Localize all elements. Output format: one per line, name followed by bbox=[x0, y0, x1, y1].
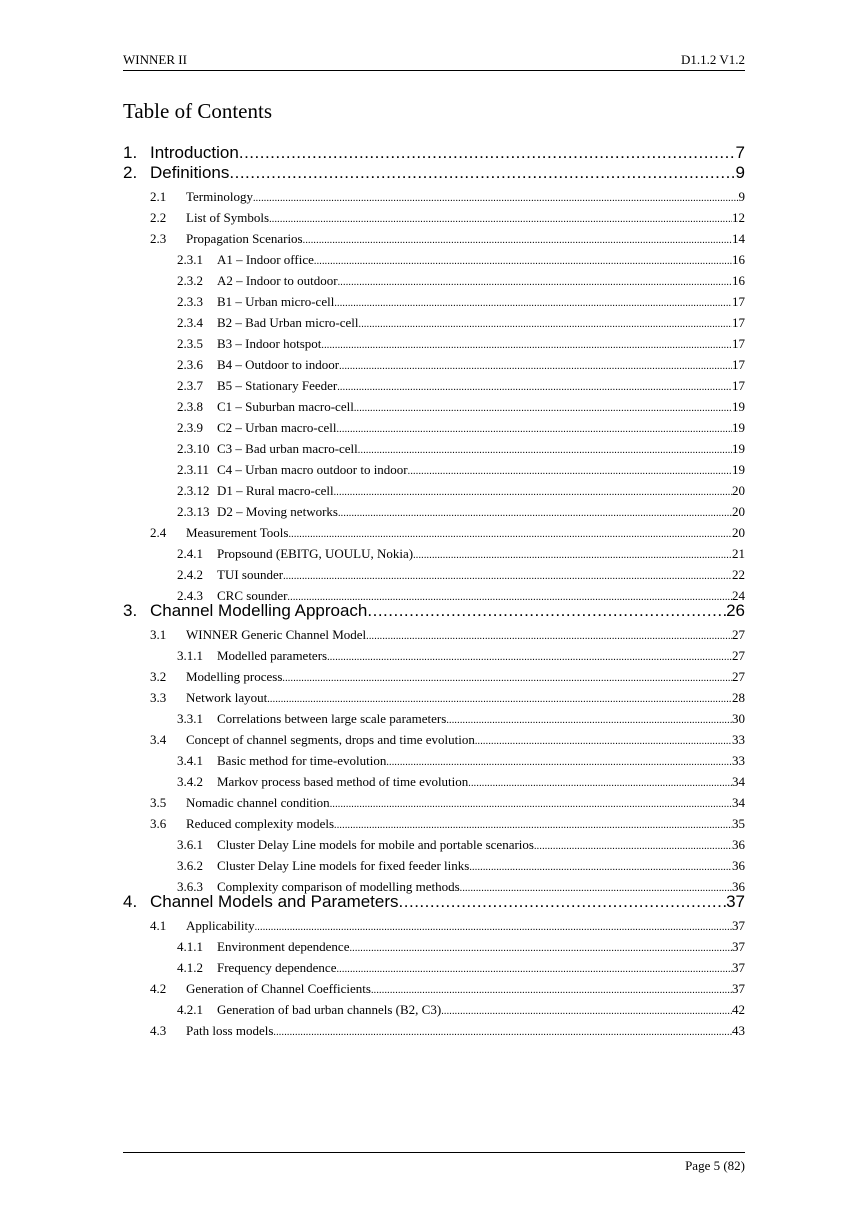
toc-entry-title: Cluster Delay Line models for mobile and portable scenarios bbox=[217, 837, 534, 852]
toc-entry-number: 4.2.1 bbox=[177, 1002, 203, 1017]
toc-entry-page: 30 bbox=[732, 711, 745, 726]
toc-chapter-entry[interactable] bbox=[123, 163, 745, 185]
toc-dot-leader bbox=[468, 774, 732, 790]
toc-section-entry[interactable] bbox=[123, 981, 745, 999]
toc-dot-leader bbox=[283, 567, 732, 583]
toc-entry-page: 27 bbox=[732, 648, 745, 663]
toc-entry-number: 2.3.6 bbox=[177, 357, 203, 372]
toc-dot-leader bbox=[413, 546, 732, 562]
toc-entry-title: D1 – Rural macro-cell bbox=[217, 483, 334, 498]
toc-subsection-entry[interactable] bbox=[123, 252, 745, 270]
toc-entry-number: 3.6.3 bbox=[177, 879, 203, 894]
toc-entry-title: Channel Modelling Approach bbox=[150, 601, 368, 620]
toc-dot-leader bbox=[273, 1023, 732, 1039]
toc-entry-page: 12 bbox=[732, 210, 745, 225]
toc-dot-leader bbox=[371, 981, 732, 997]
toc-entry-page: 21 bbox=[732, 546, 745, 561]
toc-subsection-entry[interactable] bbox=[123, 420, 745, 438]
toc-entry-number: 2.1 bbox=[150, 189, 167, 204]
toc-entry-number: 4. bbox=[123, 892, 138, 911]
toc-dot-leader bbox=[354, 399, 732, 415]
toc-entry-title: Cluster Delay Line models for fixed feeder links bbox=[217, 858, 470, 873]
toc-subsection-entry[interactable] bbox=[123, 336, 745, 354]
toc-dot-leader bbox=[303, 231, 732, 247]
toc-dot-leader bbox=[337, 378, 732, 394]
toc-chapter-entry[interactable] bbox=[123, 601, 745, 623]
toc-subsection-entry[interactable] bbox=[123, 774, 745, 792]
toc-entry-number: 3.6.1 bbox=[177, 837, 203, 852]
page-number: Page 5 (82) bbox=[685, 1158, 745, 1173]
toc-entry-title: Definitions bbox=[150, 163, 230, 182]
toc-chapter-entry[interactable] bbox=[123, 892, 745, 914]
toc-entry-number: 3.3.1 bbox=[177, 711, 203, 726]
toc-entry-title: Propagation Scenarios bbox=[186, 231, 303, 246]
toc-entry-number: 3.4.2 bbox=[177, 774, 203, 789]
toc-entry-page: 20 bbox=[732, 504, 745, 519]
toc-entry-page: 17 bbox=[732, 294, 745, 309]
toc-subsection-entry[interactable] bbox=[123, 858, 745, 876]
toc-entry-page: 36 bbox=[732, 837, 745, 852]
toc-entry-number: 2.3.13 bbox=[177, 504, 210, 519]
toc-dot-leader bbox=[330, 795, 732, 811]
toc-entry-title: Path loss models bbox=[186, 1023, 274, 1038]
toc-entry-number: 2.2 bbox=[150, 210, 167, 225]
toc-section-entry[interactable] bbox=[123, 918, 745, 936]
toc-section-entry[interactable] bbox=[123, 210, 745, 228]
toc-dot-leader bbox=[359, 315, 732, 331]
toc-subsection-entry[interactable] bbox=[123, 1002, 745, 1020]
toc-entry-title: A1 – Indoor office bbox=[217, 252, 314, 267]
toc-dot-leader bbox=[267, 690, 732, 706]
toc-dot-leader bbox=[255, 918, 732, 934]
toc-subsection-entry[interactable] bbox=[123, 441, 745, 459]
toc-entry-page: 42 bbox=[732, 1002, 745, 1017]
toc-section-entry[interactable] bbox=[123, 669, 745, 687]
page-title: Table of Contents bbox=[123, 99, 272, 123]
toc-subsection-entry[interactable] bbox=[123, 546, 745, 564]
toc-entry-number: 4.2 bbox=[150, 981, 167, 996]
toc-entry-number: 2.3.4 bbox=[177, 315, 203, 330]
toc-entry-title: B4 – Outdoor to indoor bbox=[217, 357, 340, 372]
toc-dot-leader bbox=[367, 601, 726, 621]
toc-entry-number: 3.1 bbox=[150, 627, 167, 642]
toc-entry-title: Network layout bbox=[186, 690, 268, 705]
toc-subsection-entry[interactable] bbox=[123, 960, 745, 978]
toc-entry-number: 3. bbox=[123, 601, 138, 620]
toc-dot-leader bbox=[534, 837, 732, 853]
toc-dot-leader bbox=[334, 483, 732, 499]
toc-entry-title: B5 – Stationary Feeder bbox=[217, 378, 338, 393]
toc-entry-title: B2 – Bad Urban micro-cell bbox=[217, 315, 359, 330]
toc-dot-leader bbox=[327, 648, 732, 664]
toc-entry-title: A2 – Indoor to outdoor bbox=[217, 273, 338, 288]
toc-entry-page: 16 bbox=[732, 252, 745, 267]
toc-subsection-entry[interactable] bbox=[123, 399, 745, 417]
toc-entry-page: 17 bbox=[732, 315, 745, 330]
toc-entry-page: 16 bbox=[732, 273, 745, 288]
toc-entry-page: 36 bbox=[732, 879, 745, 894]
toc-entry-page: 27 bbox=[732, 627, 745, 642]
toc-entry-number: 2.3 bbox=[150, 231, 167, 246]
toc-dot-leader bbox=[446, 711, 732, 727]
toc-entry-page: 37 bbox=[726, 892, 745, 911]
toc-entry-number: 2.3.11 bbox=[177, 462, 210, 477]
toc-entry-title: D2 – Moving networks bbox=[217, 504, 338, 519]
toc-entry-number: 3.2 bbox=[150, 669, 167, 684]
toc-dot-leader bbox=[336, 960, 732, 976]
toc-entry-title: Correlations between large scale parameters bbox=[217, 711, 447, 726]
toc-dot-leader bbox=[321, 336, 732, 352]
toc-entry-title: Introduction bbox=[150, 143, 239, 162]
toc-entry-title: Measurement Tools bbox=[186, 525, 289, 540]
toc-dot-leader bbox=[441, 1002, 732, 1018]
toc-entry-page: 28 bbox=[732, 690, 745, 705]
toc-entry-page: 19 bbox=[732, 441, 745, 456]
toc-section-entry[interactable] bbox=[123, 732, 745, 750]
toc-dot-leader bbox=[338, 504, 732, 520]
toc-entry-page: 9 bbox=[738, 189, 745, 204]
toc-entry-title: Basic method for time-evolution bbox=[217, 753, 387, 768]
toc-entry-page: 27 bbox=[732, 669, 745, 684]
table-of-contents bbox=[123, 0, 745, 1228]
toc-entry-title: Modelled parameters bbox=[217, 648, 328, 663]
toc-entry-number: 2.3.12 bbox=[177, 483, 210, 498]
toc-subsection-entry[interactable] bbox=[123, 273, 745, 291]
toc-entry-title: C4 – Urban macro outdoor to indoor bbox=[217, 462, 408, 477]
toc-entry-number: 3.6.2 bbox=[177, 858, 203, 873]
toc-entry-title: Markov process based method of time evolution bbox=[217, 774, 469, 789]
toc-subsection-entry[interactable] bbox=[123, 837, 745, 855]
toc-entry-title: List of Symbols bbox=[186, 210, 270, 225]
toc-entry-page: 37 bbox=[732, 918, 745, 933]
toc-dot-leader bbox=[366, 627, 732, 643]
toc-dot-leader bbox=[408, 462, 732, 478]
toc-entry-title: CRC sounder bbox=[217, 588, 288, 603]
toc-entry-page: 34 bbox=[732, 774, 745, 789]
toc-entry-page: 19 bbox=[732, 420, 745, 435]
toc-subsection-entry[interactable] bbox=[123, 294, 745, 312]
toc-entry-number: 2. bbox=[123, 163, 138, 182]
toc-entry-title: Terminology bbox=[186, 189, 253, 204]
toc-subsection-entry[interactable] bbox=[123, 378, 745, 396]
toc-section-entry[interactable] bbox=[123, 189, 745, 207]
toc-dot-leader bbox=[282, 669, 732, 685]
toc-entry-number: 3.5 bbox=[150, 795, 167, 810]
toc-entry-number: 3.6 bbox=[150, 816, 167, 831]
toc-entry-number: 3.1.1 bbox=[177, 648, 203, 663]
toc-subsection-entry[interactable] bbox=[123, 357, 745, 375]
toc-entry-title: Generation of Channel Coefficients bbox=[186, 981, 371, 996]
toc-entry-title: Nomadic channel condition bbox=[186, 795, 330, 810]
toc-section-entry[interactable] bbox=[123, 690, 745, 708]
toc-entry-page: 22 bbox=[732, 567, 745, 582]
toc-entry-page: 17 bbox=[732, 378, 745, 393]
toc-entry-title: Environment dependence bbox=[217, 939, 350, 954]
toc-section-entry[interactable] bbox=[123, 816, 745, 834]
toc-entry-number: 2.4.3 bbox=[177, 588, 203, 603]
toc-entry-number: 4.1.2 bbox=[177, 960, 203, 975]
toc-section-entry[interactable] bbox=[123, 525, 745, 543]
toc-entry-page: 37 bbox=[732, 981, 745, 996]
toc-subsection-entry[interactable] bbox=[123, 753, 745, 771]
toc-entry-number: 3.4 bbox=[150, 732, 167, 747]
toc-entry-number: 1. bbox=[123, 143, 138, 162]
toc-subsection-entry[interactable] bbox=[123, 504, 745, 522]
toc-dot-leader bbox=[288, 525, 732, 541]
toc-entry-title: Frequency dependence bbox=[217, 960, 337, 975]
toc-dot-leader bbox=[314, 252, 732, 268]
toc-dot-leader bbox=[334, 294, 732, 310]
toc-entry-title: Propsound (EBITG, UOULU, Nokia) bbox=[217, 546, 414, 561]
toc-entry-page: 9 bbox=[735, 163, 745, 182]
toc-dot-leader bbox=[239, 143, 736, 163]
toc-entry-page: 7 bbox=[735, 143, 745, 162]
toc-dot-leader bbox=[475, 732, 732, 748]
toc-entry-number: 4.3 bbox=[150, 1023, 167, 1038]
toc-entry-title: Reduced complexity models bbox=[186, 816, 335, 831]
toc-entry-page: 37 bbox=[732, 960, 745, 975]
toc-entry-page: 14 bbox=[732, 231, 745, 246]
toc-dot-leader bbox=[334, 816, 732, 832]
toc-subsection-entry[interactable] bbox=[123, 483, 745, 501]
toc-dot-leader bbox=[336, 420, 732, 436]
header-doc-id: D1.1.2 V1.2 bbox=[680, 52, 745, 67]
toc-dot-leader bbox=[358, 441, 732, 457]
toc-entry-page: 20 bbox=[732, 525, 745, 540]
toc-subsection-entry[interactable] bbox=[123, 315, 745, 333]
toc-entry-number: 2.3.7 bbox=[177, 378, 203, 393]
toc-section-entry[interactable] bbox=[123, 795, 745, 813]
toc-subsection-entry[interactable] bbox=[123, 462, 745, 480]
toc-section-entry[interactable] bbox=[123, 1023, 745, 1041]
toc-subsection-entry[interactable] bbox=[123, 567, 745, 585]
toc-entry-page: 19 bbox=[732, 399, 745, 414]
toc-entry-page: 17 bbox=[732, 336, 745, 351]
toc-entry-page: 37 bbox=[732, 939, 745, 954]
toc-dot-leader bbox=[469, 858, 732, 874]
toc-entry-number: 2.3.8 bbox=[177, 399, 203, 414]
toc-entry-title: B3 – Indoor hotspot bbox=[217, 336, 322, 351]
toc-entry-title: B1 – Urban micro-cell bbox=[217, 294, 335, 309]
toc-dot-leader bbox=[399, 892, 727, 912]
toc-subsection-entry[interactable] bbox=[123, 648, 745, 666]
toc-entry-page: 20 bbox=[732, 483, 745, 498]
toc-section-entry[interactable] bbox=[123, 231, 745, 249]
toc-entry-title: Generation of bad urban channels (B2, C3) bbox=[217, 1002, 442, 1017]
toc-entry-page: 33 bbox=[732, 753, 745, 768]
toc-entry-number: 2.3.10 bbox=[177, 441, 210, 456]
toc-entry-number: 2.3.5 bbox=[177, 336, 203, 351]
toc-entry-title: TUI sounder bbox=[217, 567, 284, 582]
toc-entry-title: Concept of channel segments, drops and time evolution bbox=[186, 732, 475, 747]
toc-dot-leader bbox=[253, 189, 739, 205]
toc-entry-page: 34 bbox=[732, 795, 745, 810]
toc-entry-number: 4.1.1 bbox=[177, 939, 203, 954]
toc-entry-title: Complexity comparison of modelling methods bbox=[217, 879, 460, 894]
toc-subsection-entry[interactable] bbox=[123, 939, 745, 957]
toc-entry-page: 24 bbox=[732, 588, 745, 603]
toc-entry-title: WINNER Generic Channel Model bbox=[186, 627, 367, 642]
toc-entry-number: 2.3.2 bbox=[177, 273, 203, 288]
toc-dot-leader bbox=[338, 273, 732, 289]
toc-entry-page: 35 bbox=[732, 816, 745, 831]
toc-dot-leader bbox=[349, 939, 732, 955]
toc-entry-page: 26 bbox=[726, 601, 745, 620]
toc-entry-title: C2 – Urban macro-cell bbox=[217, 420, 337, 435]
toc-entry-page: 36 bbox=[732, 858, 745, 873]
toc-entry-title: C1 – Suburban macro-cell bbox=[217, 399, 354, 414]
toc-section-entry[interactable] bbox=[123, 627, 745, 645]
toc-dot-leader bbox=[386, 753, 732, 769]
toc-chapter-entry[interactable] bbox=[123, 143, 745, 165]
toc-entry-title: C3 – Bad urban macro-cell bbox=[217, 441, 358, 456]
toc-dot-leader bbox=[229, 163, 735, 183]
toc-subsection-entry[interactable] bbox=[123, 711, 745, 729]
toc-entry-number: 2.4.1 bbox=[177, 546, 203, 561]
toc-entry-title: Applicability bbox=[186, 918, 255, 933]
toc-entry-number: 2.4 bbox=[150, 525, 167, 540]
header-project: WINNER II bbox=[123, 52, 187, 67]
page-footer bbox=[123, 1152, 745, 1173]
toc-entry-number: 3.4.1 bbox=[177, 753, 203, 768]
toc-entry-number: 2.3.9 bbox=[177, 420, 203, 435]
toc-entry-page: 33 bbox=[732, 732, 745, 747]
toc-entry-title: Channel Models and Parameters bbox=[150, 892, 399, 911]
toc-dot-leader bbox=[339, 357, 732, 373]
toc-entry-number: 2.3.3 bbox=[177, 294, 203, 309]
toc-entry-page: 19 bbox=[732, 462, 745, 477]
toc-entry-title: Modelling process bbox=[186, 669, 283, 684]
toc-entry-number: 2.3.1 bbox=[177, 252, 203, 267]
toc-entry-number: 4.1 bbox=[150, 918, 167, 933]
toc-entry-page: 17 bbox=[732, 357, 745, 372]
toc-entry-number: 2.4.2 bbox=[177, 567, 203, 582]
toc-entry-page: 43 bbox=[732, 1023, 745, 1038]
toc-dot-leader bbox=[269, 210, 732, 226]
toc-entry-number: 3.3 bbox=[150, 690, 167, 705]
